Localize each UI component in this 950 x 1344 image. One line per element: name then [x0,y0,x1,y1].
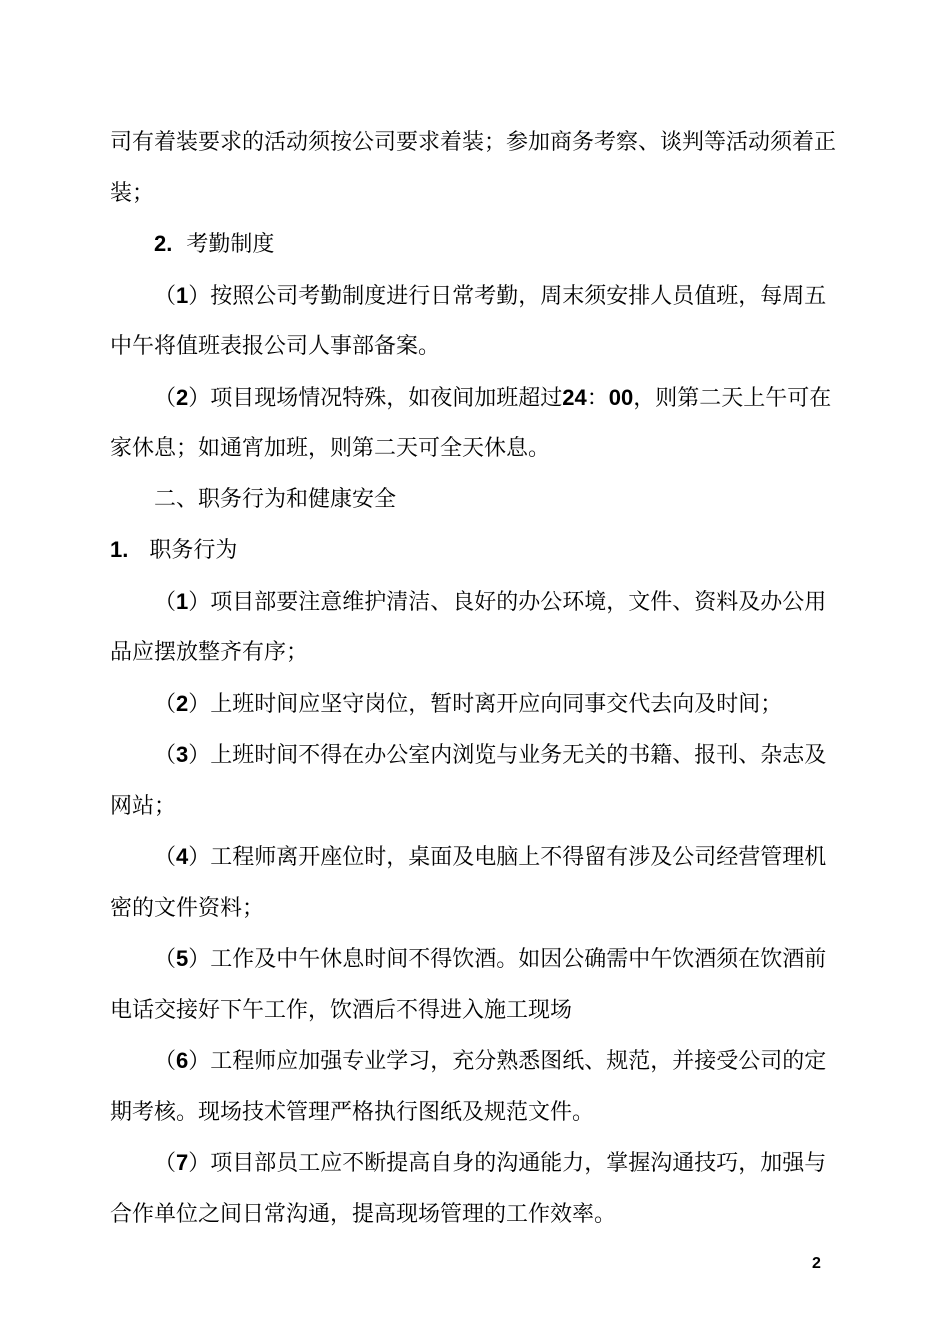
numeral: 3 [176,742,189,767]
section-heading-attendance [110,219,840,271]
numeral: 4 [176,844,189,869]
section-number: 1. [110,537,129,562]
paragraph-attendance-2: （2）项目现场情况特殊，如夜间加班超过24：00，则第二天上午可在家休息；如通宵加班，则第二天可全天休息。 [110,384,832,461]
section-title: 考勤制度 [186,232,275,257]
numeral: 6 [176,1048,189,1073]
paragraph-conduct-7: （7）项目部员工应不断提高自身的沟通能力，掌握沟通技巧，加强与合作单位之间日常沟通，提高现场管理的工作效率。 [110,1150,827,1227]
paragraph-conduct-6: （6）工程师应加强专业学习，充分熟悉图纸、规范，并接受公司的定期考核。现场技术管理严格执行图纸及规范文件。 [110,1048,827,1125]
numeral: 00 [608,384,634,410]
paragraph-attendance-1: （1）按照公司考勤制度进行日常考勤，周末须安排人员值班，每周五中午将值班表报公司人事部备案。 [110,282,827,359]
section-number: 2. [154,231,173,256]
numeral: 2 [176,690,189,716]
numeral: 5 [176,946,189,971]
numeral: 1 [176,282,189,308]
paragraph-conduct-3: （3）上班时间不得在办公室内浏览与业务无关的书籍、报刊、杂志及网站； [110,742,827,819]
paragraph-dress-code: 司有着装要求的活动须按公司要求着装；参加商务考察、谈判等活动须着正装； [110,130,837,206]
paragraph-conduct-5: （5）工作及中午休息时间不得饮酒。如因公确需中午饮酒须在饮酒前电话交接好下午工作，饮酒后不得进入施工现场 [110,946,827,1023]
section-heading-conduct [110,525,840,577]
paragraph-conduct-2: （2）上班时间应坚守岗位，暂时离开应向同事交代去向及时间； [154,690,783,717]
paragraph-conduct-4: （4）工程师离开座位时，桌面及电脑上不得留有涉及公司经营管理机密的文件资料； [110,844,827,921]
numeral: 1 [176,588,189,614]
section-title: 职务行为 [149,538,238,563]
document-body [110,118,840,1240]
page-number: 2 [812,1255,821,1272]
numeral: 24 [562,384,587,410]
numeral: 7 [176,1150,189,1175]
paragraph-conduct-1: （1）项目部要注意维护清洁、良好的办公环境，文件、资料及办公用品应摆放整齐有序； [110,588,827,665]
numeral: 2 [176,384,189,410]
chapter-heading-conduct-safety: 二、职务行为和健康安全 [154,486,397,512]
